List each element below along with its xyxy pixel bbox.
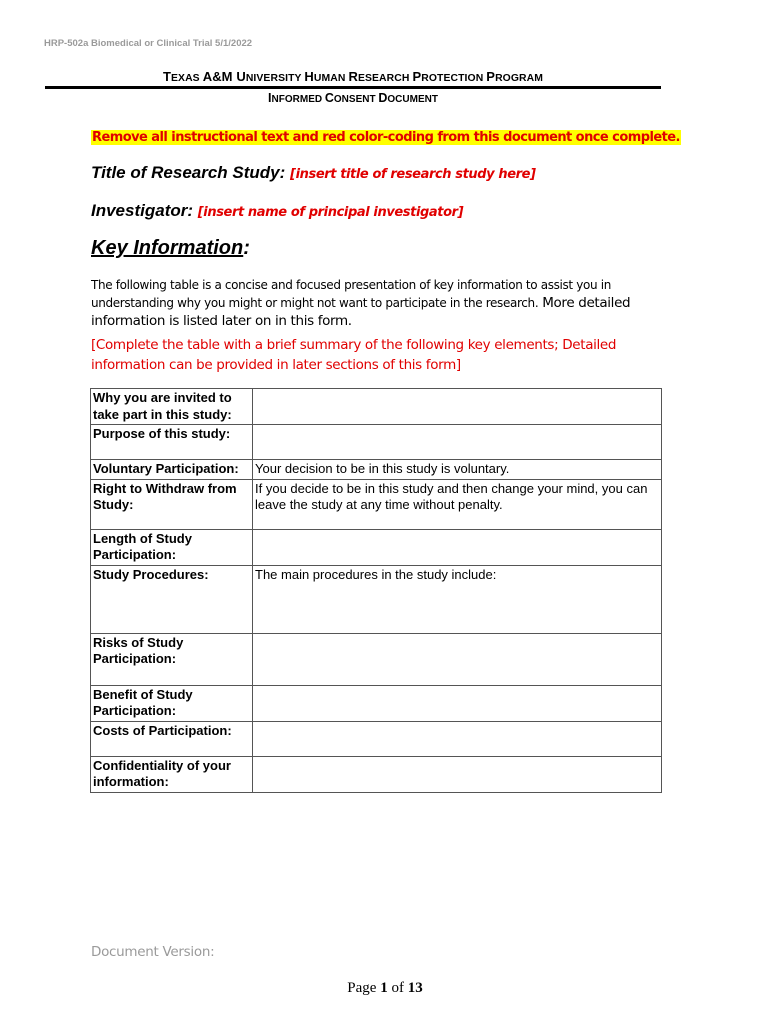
instruction-banner: Remove all instructional text and red color-coding from this document once complete.	[92, 130, 680, 145]
table-row	[91, 425, 662, 460]
row-value[interactable]	[253, 756, 662, 792]
study-title-placeholder[interactable]: [insert title of research study here]	[290, 167, 536, 182]
table-row	[91, 756, 662, 792]
table-row	[91, 479, 662, 529]
investigator-field	[91, 201, 463, 221]
row-value[interactable]	[253, 721, 662, 756]
row-value[interactable]	[253, 529, 662, 565]
table-row	[91, 460, 662, 480]
row-label: Study Procedures:	[91, 565, 253, 633]
key-information-intro: The following table is a concise and focused presentation of key information to assist you in understanding why you might or might not want to participate in the research. More detailed information is listed later on in this form.	[91, 278, 631, 329]
table-row	[91, 685, 662, 721]
table-row	[91, 565, 662, 633]
key-information-heading: Key Information:	[91, 237, 250, 259]
row-value[interactable]	[253, 425, 662, 460]
document-version-label: Document Version:	[91, 944, 215, 960]
row-value[interactable]	[253, 389, 662, 425]
table-row	[91, 389, 662, 425]
row-label: Confidentiality of your information:	[91, 756, 253, 792]
row-label: Costs of Participation:	[91, 721, 253, 756]
row-label: Right to Withdraw from Study:	[91, 479, 253, 529]
row-label: Voluntary Participation:	[91, 460, 253, 480]
investigator-label: Investigator:	[91, 201, 194, 220]
key-information-table	[90, 388, 662, 793]
row-label: Benefit of Study Participation:	[91, 685, 253, 721]
row-label: Length of Study Participation:	[91, 529, 253, 565]
table-row	[91, 721, 662, 756]
row-label: Risks of Study Participation:	[91, 633, 253, 685]
instruction-note: [Complete the table with a brief summary of the following key elements; Detailed information can be provided in later sections of this form]	[91, 337, 617, 373]
row-value[interactable]: The main procedures in the study include:	[253, 565, 662, 633]
header-rule	[45, 86, 661, 89]
investigator-placeholder[interactable]: [insert name of principal investigator]	[197, 205, 464, 220]
row-label: Purpose of this study:	[91, 425, 253, 460]
document-title: INFORMED CONSENT DOCUMENT	[268, 91, 438, 105]
row-value[interactable]: Your decision to be in this study is voluntary.	[253, 460, 662, 480]
row-value[interactable]	[253, 633, 662, 685]
row-value[interactable]	[253, 685, 662, 721]
row-value[interactable]: If you decide to be in this study and then change your mind, you can leave the study at any time without penalty.	[253, 479, 662, 529]
page-number: Page 1 of 13	[347, 980, 423, 996]
row-label: Why you are invited to take part in this study:	[91, 389, 253, 425]
study-title-field	[91, 163, 536, 183]
table-row	[91, 529, 662, 565]
organization-title: TEXAS A&M UNIVERSITY HUMAN RESEARCH PROTECTION PROGRAM	[162, 69, 544, 84]
form-id: HRP-502a Biomedical or Clinical Trial 5/1/2022	[44, 38, 253, 49]
study-title-label: Title of Research Study:	[91, 163, 286, 182]
table-row	[91, 633, 662, 685]
